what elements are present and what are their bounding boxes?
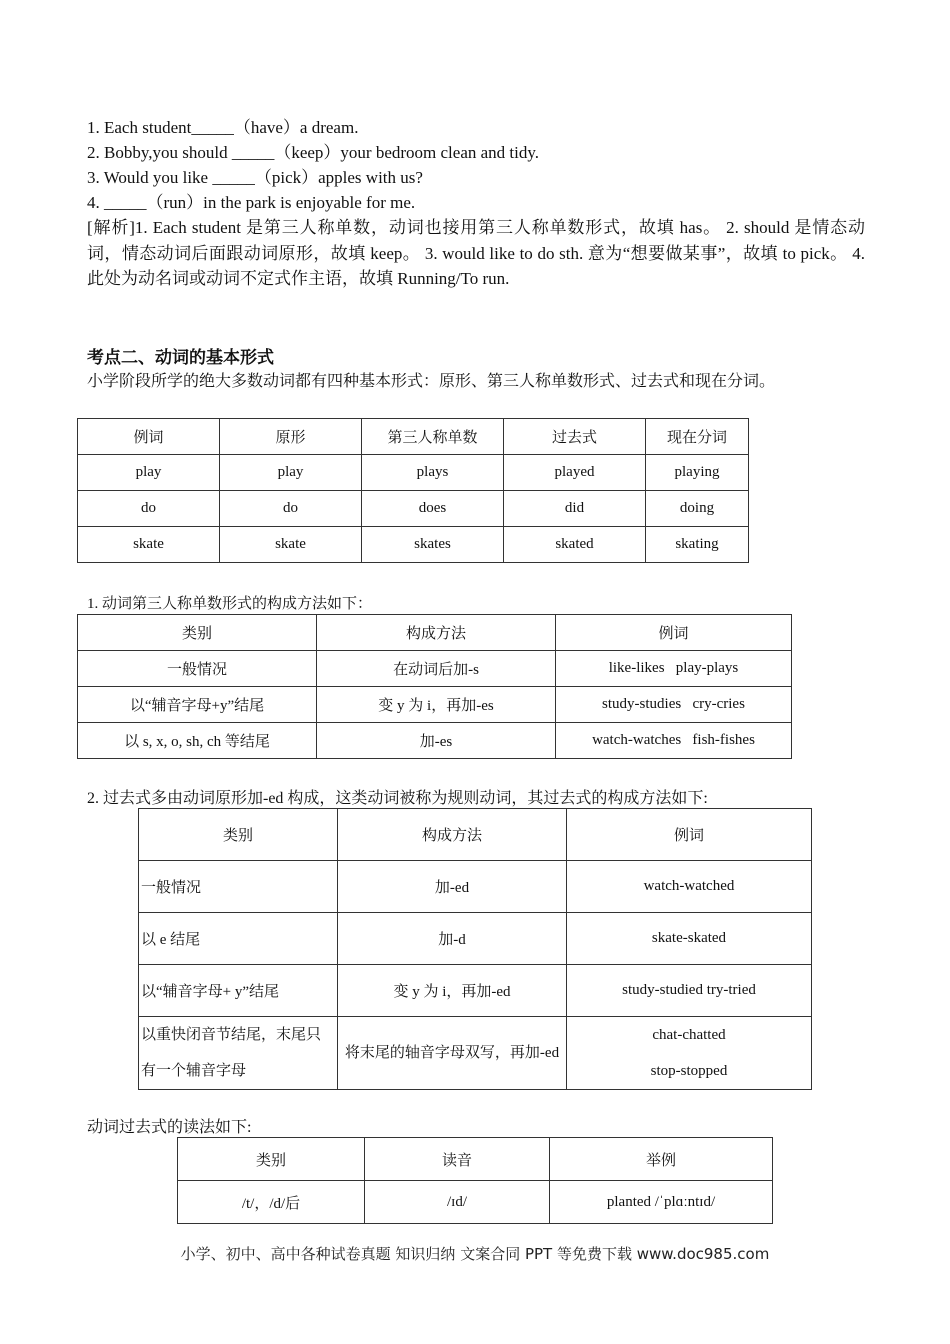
table-cell: 以“辅音字母+y”结尾 <box>78 687 317 723</box>
table-header-row <box>78 419 749 455</box>
table-cell: doing <box>646 491 749 527</box>
table-cell: planted /ˈplɑːntɪd/ <box>550 1181 773 1224</box>
table-row <box>139 1017 812 1090</box>
past-tense-table <box>138 808 812 1090</box>
table-row <box>78 527 749 563</box>
table-header-cell: 类别 <box>78 615 317 651</box>
pronunciation-table <box>177 1137 773 1224</box>
table-row <box>78 687 792 723</box>
table-cell: watch-watched <box>567 861 812 913</box>
table-cell: 将末尾的轴音字母双写，再加-ed <box>338 1017 567 1090</box>
third-person-table <box>77 614 792 759</box>
table-cell: /ɪd/ <box>365 1181 550 1224</box>
table-cell: do <box>78 491 220 527</box>
table-header-row <box>178 1138 773 1181</box>
exercise-3: 3. Would you like _____（pick）apples with us? <box>87 168 423 187</box>
table-header-cell: 原形 <box>220 419 362 455</box>
table-header-cell: 举例 <box>550 1138 773 1181</box>
table-header-cell: 例词 <box>567 809 812 861</box>
table-cell: watch-watches fish-fishes <box>556 723 792 759</box>
table-cell: skates <box>362 527 504 563</box>
table-cell: 以 s, x, o, sh, ch 等结尾 <box>78 723 317 759</box>
table-cell: play <box>78 455 220 491</box>
table-cell: 以“辅音字母+ y”结尾 <box>139 965 338 1017</box>
table-cell: 加-d <box>338 913 567 965</box>
table-cell: skate-skated <box>567 913 812 965</box>
past-tense-title: 2. 过去式多由动词原形加-ed 构成，这类动词被称为规则动词，其过去式的构成方法如下: <box>87 790 708 807</box>
table-cell: 以 e 结尾 <box>139 913 338 965</box>
table-cell: 一般情况 <box>78 651 317 687</box>
table-cell: skate <box>220 527 362 563</box>
table-header-cell: 例词 <box>78 419 220 455</box>
table-header-row <box>139 809 812 861</box>
table-cell: 一般情况 <box>139 861 338 913</box>
table-row <box>139 861 812 913</box>
table-cell: chat-chatted stop-stopped <box>567 1017 812 1090</box>
table-cell: plays <box>362 455 504 491</box>
table-row <box>139 965 812 1017</box>
table-cell: 加-es <box>317 723 556 759</box>
table-cell: skated <box>504 527 646 563</box>
table-header-cell: 读音 <box>365 1138 550 1181</box>
exercise-1: 1. Each student_____（have）a dream. <box>87 118 359 137</box>
third-person-title: 1. 动词第三人称单数形式的构成方法如下： <box>87 596 373 612</box>
table-cell: /t/，/d/后 <box>178 1181 365 1224</box>
table-header-cell: 过去式 <box>504 419 646 455</box>
exercise-2: 2. Bobby,you should _____（keep）your bedroom clean and tidy. <box>87 143 540 162</box>
table-cell: study-studies cry-cries <box>556 687 792 723</box>
table-cell: skating <box>646 527 749 563</box>
table-cell: play <box>220 455 362 491</box>
table-cell: like-likes play-plays <box>556 651 792 687</box>
table-header-cell: 类别 <box>178 1138 365 1181</box>
table-header-cell: 类别 <box>139 809 338 861</box>
verb-forms-table <box>77 418 749 563</box>
table-cell: did <box>504 491 646 527</box>
table-row <box>78 491 749 527</box>
table-cell: played <box>504 455 646 491</box>
table-row <box>139 913 812 965</box>
pronunciation-title: 动词过去式的读法如下: <box>87 1119 252 1136</box>
table-header-cell: 构成方法 <box>338 809 567 861</box>
table-header-cell: 构成方法 <box>317 615 556 651</box>
table-cell: 加-ed <box>338 861 567 913</box>
table-row <box>78 651 792 687</box>
table-cell: study-studied try-tried <box>567 965 812 1017</box>
table-row <box>178 1181 773 1224</box>
table-cell: 在动词后加-s <box>317 651 556 687</box>
table-header-cell: 例词 <box>556 615 792 651</box>
table-row <box>78 455 749 491</box>
table-header-row <box>78 615 792 651</box>
table-cell: 变 y 为 i，再加-ed <box>338 965 567 1017</box>
page-footer: 小学、初中、高中各种试卷真题 知识归纳 文案合同 PPT 等免费下载 www.doc985.com <box>180 1245 770 1263</box>
table-cell: skate <box>78 527 220 563</box>
table-cell: 以重快闭音节结尾，末尾只有一个辅音字母 <box>139 1017 338 1090</box>
table-header-cell: 现在分词 <box>646 419 749 455</box>
section-heading: 考点二、动词的基本形式 <box>87 348 274 368</box>
table-cell: does <box>362 491 504 527</box>
section-intro: 小学阶段所学的绝大多数动词都有四种基本形式：原形、第三人称单数形式、过去式和现在分词。 <box>87 371 776 390</box>
table-cell: 变 y 为 i，再加-es <box>317 687 556 723</box>
analysis-paragraph: [解析]1. Each student 是第三人称单数，动词也接用第三人称单数形式，故填 has。 2. should 是情态动词，情态动词后面跟动词原形，故填 keep。 3. would like to do sth. 意为“想要做某事”，故填 to pick。 4. 此处为动名词或动词不定式作主语，故填 Running/To run. <box>87 218 865 288</box>
table-cell: do <box>220 491 362 527</box>
table-row <box>78 723 792 759</box>
table-cell: playing <box>646 455 749 491</box>
exercise-4: 4. _____（run）in the park is enjoyable for me. <box>87 193 416 212</box>
table-header-cell: 第三人称单数 <box>362 419 504 455</box>
